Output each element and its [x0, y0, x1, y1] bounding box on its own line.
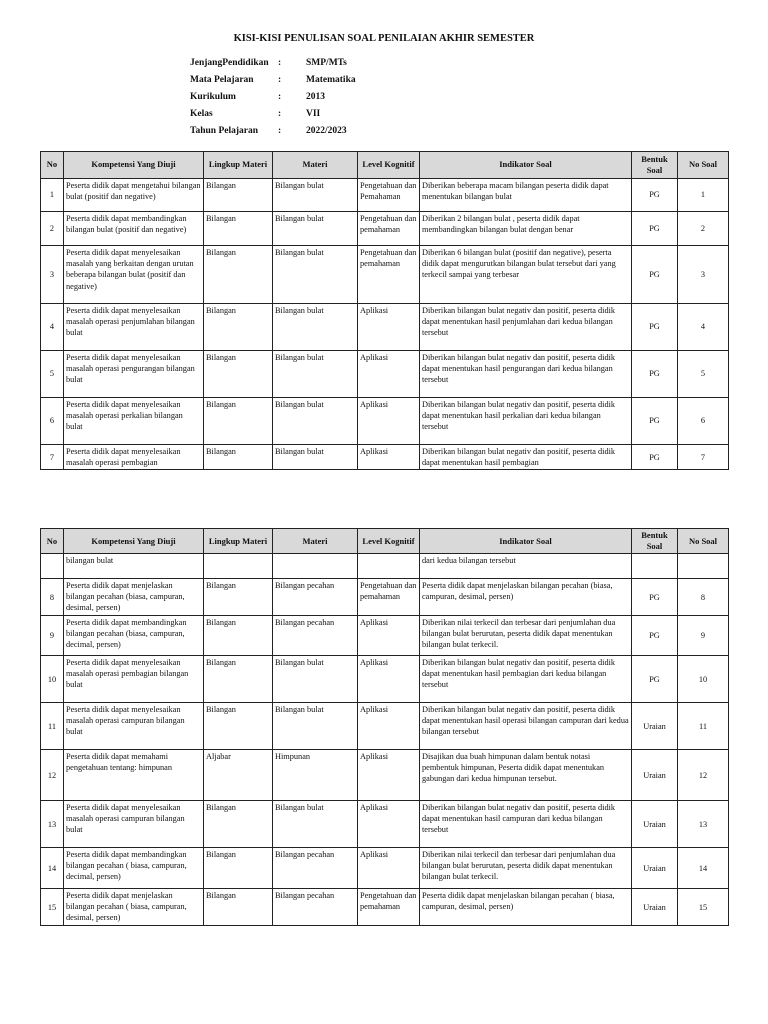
meta-value: SMP/MTs	[306, 57, 347, 68]
cell-materi: Bilangan bulat	[273, 351, 358, 398]
cell-level: Aplikasi	[358, 703, 420, 750]
cell-materi: Bilangan bulat	[273, 801, 358, 848]
cell-indikator: Diberikan 6 bilangan bulat (positif dan negative), peserta didik dapat mengurutkan bilangan bulat tersebut dari yang terkecil sampai yang terbesar	[420, 246, 632, 304]
cell-bentuk: PG	[632, 398, 678, 445]
cell-materi: Bilangan pecahan	[273, 848, 358, 889]
cell-no	[41, 554, 64, 579]
cell-level: Aplikasi	[358, 398, 420, 445]
header-bentuk: Bentuk Soal	[632, 152, 678, 179]
cell-kompetensi: Peserta didik dapat mengetahui bilangan bulat (positif dan negative)	[64, 179, 204, 212]
meta-colon: :	[278, 57, 282, 68]
cell-materi: Bilangan bulat	[273, 703, 358, 750]
cell-kompetensi: Peserta didik dapat menyelesaikan masalah operasi perkalian bilangan bulat	[64, 398, 204, 445]
cell-level: Aplikasi	[358, 351, 420, 398]
cell-materi: Bilangan bulat	[273, 398, 358, 445]
cell-indikator: Diberikan nilai terkecil dan terbesar dari penjumlahan dua bilangan bulat berurutan, peserta didik dapat menentukan bilangan bulat terkecil.	[420, 616, 632, 656]
cell-materi: Bilangan pecahan	[273, 889, 358, 926]
cell-kompetensi: Peserta didik dapat menyelesaikan masalah yang berkaitan dengan urutan beberapa bilangan bulat (positif dan negative)	[64, 246, 204, 304]
cell-no: 3	[41, 246, 64, 304]
cell-level: Aplikasi	[358, 848, 420, 889]
cell-kompetensi: Peserta didik dapat membandingkan bilangan pecahan (biasa, campuran, decimal, persen)	[64, 616, 204, 656]
table-row	[41, 445, 729, 470]
cell-materi: Bilangan bulat	[273, 212, 358, 246]
cell-bentuk: PG	[632, 351, 678, 398]
cell-nosoal: 15	[678, 889, 729, 926]
cell-kompetensi: Peserta didik dapat menyelesaikan masalah operasi pembagian	[64, 445, 204, 470]
header-kompetensi: Kompetensi Yang Diuji	[64, 152, 204, 179]
cell-materi: Bilangan bulat	[273, 656, 358, 703]
cell-lingkup: Bilangan	[204, 351, 273, 398]
cell-lingkup	[204, 554, 273, 579]
cell-lingkup: Bilangan	[204, 445, 273, 470]
cell-nosoal: 13	[678, 801, 729, 848]
cell-no: 13	[41, 801, 64, 848]
cell-level: Aplikasi	[358, 445, 420, 470]
cell-nosoal: 8	[678, 579, 729, 616]
header-lingkup: Lingkup Materi	[204, 152, 273, 179]
cell-materi: Bilangan bulat	[273, 179, 358, 212]
meta-value: 2013	[306, 91, 325, 102]
meta-colon: :	[278, 91, 282, 102]
cell-bentuk: Uraian	[632, 801, 678, 848]
meta-label: Kelas	[190, 108, 213, 119]
cell-indikator: Diberikan bilangan bulat negativ dan positif, peserta didik dapat menentukan hasil pembagian dari kedua bilangan tersebut	[420, 656, 632, 703]
cell-kompetensi: Peserta didik dapat memahami pengetahuan tentang: himpunan	[64, 750, 204, 801]
cell-lingkup: Bilangan	[204, 703, 273, 750]
cell-indikator: Diberikan bilangan bulat negativ dan positif, peserta didik dapat menentukan hasil operasi bilangan campuran dari kedua bilangan tersebut	[420, 703, 632, 750]
cell-bentuk: PG	[632, 656, 678, 703]
cell-nosoal: 11	[678, 703, 729, 750]
cell-lingkup: Bilangan	[204, 179, 273, 212]
cell-indikator: Diberikan bilangan bulat negativ dan positif, peserta didik dapat menentukan hasil campuran dari kedua bilangan tersebut	[420, 801, 632, 848]
cell-materi: Bilangan bulat	[273, 445, 358, 470]
header-level: Level Kognitif	[358, 152, 420, 179]
cell-lingkup: Aljabar	[204, 750, 273, 801]
cell-nosoal: 7	[678, 445, 729, 470]
cell-bentuk: Uraian	[632, 889, 678, 926]
cell-lingkup: Bilangan	[204, 616, 273, 656]
cell-lingkup: Bilangan	[204, 848, 273, 889]
table-row	[41, 801, 729, 848]
cell-kompetensi: bilangan bulat	[64, 554, 204, 579]
cell-no: 7	[41, 445, 64, 470]
cell-indikator: Peserta didik dapat menjelaskan bilangan pecahan (biasa, campuran, desimal, persen)	[420, 579, 632, 616]
cell-kompetensi: Peserta didik dapat menjelaskan bilangan pecahan (biasa, campuran, desimal, persen)	[64, 579, 204, 616]
cell-indikator: Diberikan bilangan bulat negativ dan positif, peserta didik dapat menentukan hasil pembagian	[420, 445, 632, 470]
table-row	[41, 554, 729, 579]
cell-bentuk: PG	[632, 212, 678, 246]
table-row	[41, 848, 729, 889]
cell-level: Pengetahuan dan pemahaman	[358, 212, 420, 246]
header-materi: Materi	[273, 529, 358, 554]
cell-nosoal: 6	[678, 398, 729, 445]
cell-lingkup: Bilangan	[204, 579, 273, 616]
header-kompetensi: Kompetensi Yang Diuji	[64, 529, 204, 554]
table-row	[41, 179, 729, 212]
header-nosoal: No Soal	[678, 529, 729, 554]
document-title: KISI-KISI PENULISAN SOAL PENILAIAN AKHIR SEMESTER	[233, 33, 535, 44]
cell-nosoal: 5	[678, 351, 729, 398]
meta-label: Kurikulum	[190, 91, 236, 102]
cell-indikator: Diberikan nilai terkecil dan terbesar dari penjumlahan dua bilangan bulat berurutan, peserta didik dapat menentukan bilangan bulat terkecil.	[420, 848, 632, 889]
cell-bentuk	[632, 554, 678, 579]
header-indikator: Indikator Soal	[420, 529, 632, 554]
cell-level: Aplikasi	[358, 801, 420, 848]
cell-materi: Bilangan pecahan	[273, 579, 358, 616]
meta-colon: :	[278, 74, 282, 85]
meta-row	[190, 105, 356, 122]
cell-indikator: Diberikan bilangan bulat negativ dan positif, peserta didik dapat menentukan hasil perkalian dari kedua bilangan tersebut	[420, 398, 632, 445]
cell-kompetensi: Peserta didik dapat menyelesaikan masalah operasi penjumlahan bilangan bulat	[64, 304, 204, 351]
cell-level: Pengetahuan dan pemahaman	[358, 579, 420, 616]
cell-bentuk: PG	[632, 616, 678, 656]
cell-nosoal: 9	[678, 616, 729, 656]
cell-indikator: Diberikan bilangan bulat negativ dan positif, peserta didik dapat menentukan hasil pengurangan dari kedua bilangan tersebut	[420, 351, 632, 398]
cell-kompetensi: Peserta didik dapat membandingkan bilangan pecahan ( biasa, campuran, decimal, persen)	[64, 848, 204, 889]
cell-level: Aplikasi	[358, 656, 420, 703]
cell-nosoal: 12	[678, 750, 729, 801]
table-row	[41, 750, 729, 801]
meta-value: 2022/2023	[306, 125, 347, 136]
kisi-kisi-table-page-2	[40, 528, 729, 926]
cell-level	[358, 554, 420, 579]
meta-colon: :	[278, 125, 282, 136]
cell-indikator: Peserta didik dapat menjelaskan bilangan pecahan ( biasa, campuran, desimal, persen)	[420, 889, 632, 926]
header-lingkup: Lingkup Materi	[204, 529, 273, 554]
kisi-kisi-table-page-1	[40, 151, 729, 470]
cell-kompetensi: Peserta didik dapat menyelesaikan masalah operasi campuran bilangan bulat	[64, 703, 204, 750]
cell-nosoal: 14	[678, 848, 729, 889]
cell-lingkup: Bilangan	[204, 398, 273, 445]
cell-no: 6	[41, 398, 64, 445]
table-row	[41, 656, 729, 703]
cell-bentuk: PG	[632, 179, 678, 212]
cell-level: Aplikasi	[358, 304, 420, 351]
cell-level: Pengetahuan dan pemahaman	[358, 246, 420, 304]
meta-row	[190, 88, 356, 105]
cell-no: 14	[41, 848, 64, 889]
meta-value: VII	[306, 108, 321, 119]
header-indikator: Indikator Soal	[420, 152, 632, 179]
cell-indikator: Diberikan beberapa macam bilangan peserta didik dapat menentukan bilangan bulat	[420, 179, 632, 212]
cell-indikator: Diberikan 2 bilangan bulat , peserta didik dapat membandingkan bilangan bulat dengan benar	[420, 212, 632, 246]
table-row	[41, 703, 729, 750]
cell-materi	[273, 554, 358, 579]
cell-nosoal: 4	[678, 304, 729, 351]
header-level: Level Kognitif	[358, 529, 420, 554]
cell-level: Aplikasi	[358, 750, 420, 801]
cell-indikator: Diberikan bilangan bulat negativ dan positif, peserta didik dapat menentukan hasil penjumlahan dari kedua bilangan tersebut	[420, 304, 632, 351]
table-row	[41, 304, 729, 351]
cell-nosoal	[678, 554, 729, 579]
meta-info	[190, 54, 356, 139]
cell-lingkup: Bilangan	[204, 656, 273, 703]
cell-bentuk: PG	[632, 445, 678, 470]
table-row	[41, 889, 729, 926]
meta-row	[190, 71, 356, 88]
cell-no: 8	[41, 579, 64, 616]
table-row	[41, 579, 729, 616]
cell-bentuk: Uraian	[632, 848, 678, 889]
cell-lingkup: Bilangan	[204, 889, 273, 926]
cell-lingkup: Bilangan	[204, 304, 273, 351]
cell-no: 11	[41, 703, 64, 750]
cell-kompetensi: Peserta didik dapat membandingkan bilangan bulat (positif dan negative)	[64, 212, 204, 246]
cell-kompetensi: Peserta didik dapat menjelaskan bilangan pecahan ( biasa, campuran, desimal, persen)	[64, 889, 204, 926]
cell-bentuk: PG	[632, 304, 678, 351]
cell-no: 9	[41, 616, 64, 656]
cell-materi: Bilangan bulat	[273, 304, 358, 351]
cell-kompetensi: Peserta didik dapat menyelesaikan masalah operasi pembagian bilangan bulat	[64, 656, 204, 703]
cell-bentuk: Uraian	[632, 703, 678, 750]
header-nosoal: No Soal	[678, 152, 729, 179]
cell-materi: Himpunan	[273, 750, 358, 801]
cell-materi: Bilangan bulat	[273, 246, 358, 304]
cell-indikator: dari kedua bilangan tersebut	[420, 554, 632, 579]
cell-nosoal: 2	[678, 212, 729, 246]
meta-row	[190, 54, 356, 71]
cell-nosoal: 3	[678, 246, 729, 304]
meta-colon: :	[278, 108, 282, 119]
header-no: No	[41, 529, 64, 554]
cell-no: 15	[41, 889, 64, 926]
cell-no: 1	[41, 179, 64, 212]
cell-bentuk: PG	[632, 246, 678, 304]
header-materi: Materi	[273, 152, 358, 179]
header-bentuk: Bentuk Soal	[632, 529, 678, 554]
meta-label: JenjangPendidikan	[190, 57, 269, 68]
cell-no: 10	[41, 656, 64, 703]
meta-value: Matematika	[306, 74, 356, 85]
cell-nosoal: 1	[678, 179, 729, 212]
meta-label: Mata Pelajaran	[190, 74, 254, 85]
cell-bentuk: Uraian	[632, 750, 678, 801]
cell-level: Pengetahuan dan Pemahaman	[358, 179, 420, 212]
table-row	[41, 616, 729, 656]
cell-no: 12	[41, 750, 64, 801]
header-no: No	[41, 152, 64, 179]
cell-level: Aplikasi	[358, 616, 420, 656]
cell-kompetensi: Peserta didik dapat menyelesaikan masalah operasi pengurangan bilangan bulat	[64, 351, 204, 398]
cell-indikator: Disajikan dua buah himpunan dalam bentuk notasi pembentuk himpunan, Peserta didik dapat menentukan gabungan dari kedua himpunan tersebut.	[420, 750, 632, 801]
cell-bentuk: PG	[632, 579, 678, 616]
table-row	[41, 351, 729, 398]
cell-kompetensi: Peserta didik dapat menyelesaikan masalah operasi campuran bilangan bulat	[64, 801, 204, 848]
cell-no: 4	[41, 304, 64, 351]
cell-lingkup: Bilangan	[204, 246, 273, 304]
table-row	[41, 246, 729, 304]
meta-label: Tahun Pelajaran	[190, 125, 259, 136]
cell-lingkup: Bilangan	[204, 212, 273, 246]
cell-no: 5	[41, 351, 64, 398]
cell-materi: Bilangan pecahan	[273, 616, 358, 656]
table-row	[41, 398, 729, 445]
table-row	[41, 212, 729, 246]
cell-lingkup: Bilangan	[204, 801, 273, 848]
meta-row	[190, 122, 356, 139]
cell-nosoal: 10	[678, 656, 729, 703]
cell-no: 2	[41, 212, 64, 246]
cell-level: Pengetahuan dan pemahaman	[358, 889, 420, 926]
